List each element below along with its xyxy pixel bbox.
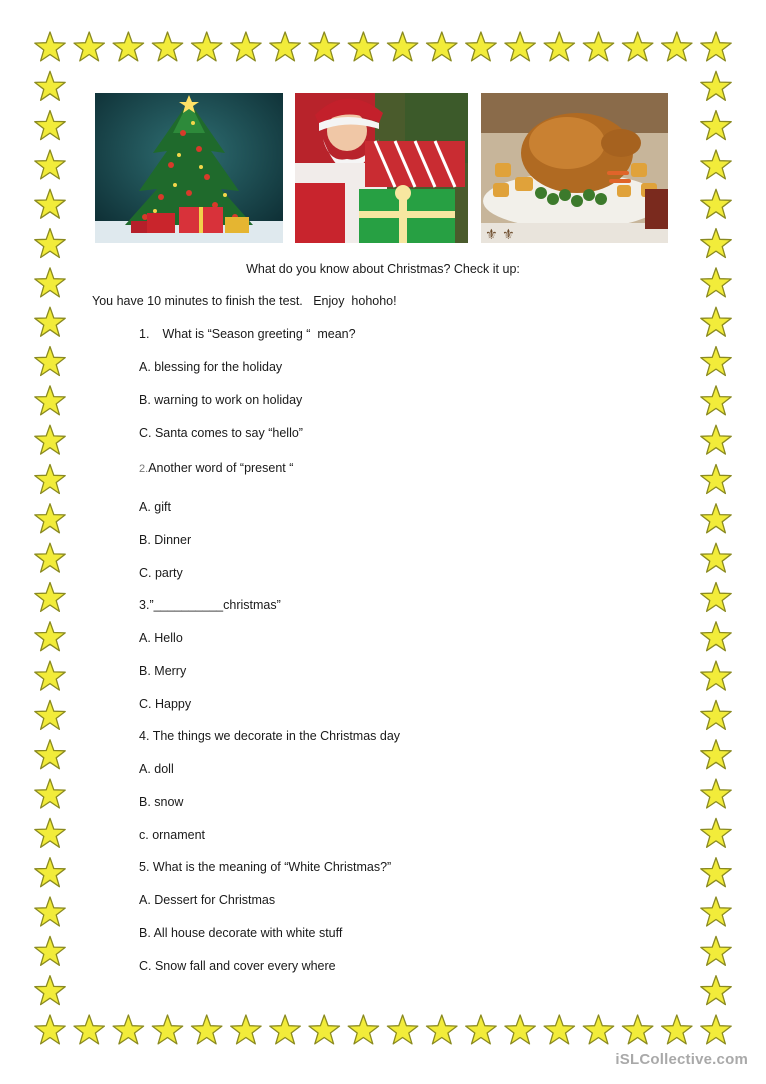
question-1-option-c[interactable]: C. Santa comes to say “hello” bbox=[139, 426, 303, 440]
star-icon bbox=[701, 111, 731, 140]
star-icon bbox=[309, 1015, 340, 1044]
question-2 bbox=[139, 460, 293, 477]
star-icon bbox=[583, 1015, 613, 1044]
star-icon bbox=[701, 347, 731, 376]
question-4-number: 4. bbox=[139, 729, 150, 743]
star-icon bbox=[466, 32, 497, 61]
roast-turkey-icon bbox=[481, 93, 668, 243]
star-icon bbox=[427, 1015, 458, 1044]
question-5-option-a[interactable]: A. Dessert for Christmas bbox=[139, 893, 276, 907]
star-icon bbox=[387, 1015, 417, 1044]
star-icon bbox=[35, 32, 65, 61]
star-icon bbox=[231, 32, 261, 61]
question-4-option-b[interactable]: B. snow bbox=[139, 795, 184, 809]
star-icon bbox=[505, 32, 535, 61]
star-icon bbox=[701, 504, 731, 533]
star-icon bbox=[35, 347, 65, 376]
star-icon bbox=[35, 740, 65, 769]
star-icon bbox=[701, 189, 731, 218]
star-icon bbox=[348, 1015, 378, 1044]
star-icon bbox=[701, 661, 731, 690]
question-5-option-b[interactable]: B. All house decorate with white stuff bbox=[139, 926, 343, 940]
santa-claus-photo bbox=[295, 93, 468, 243]
star-icon bbox=[192, 1015, 222, 1044]
star-icon bbox=[701, 307, 731, 336]
star-icon bbox=[662, 32, 692, 61]
star-icon bbox=[231, 1015, 261, 1044]
star-icon bbox=[701, 150, 731, 179]
question-1-number: 1. bbox=[139, 327, 150, 341]
star-icon bbox=[701, 1015, 731, 1044]
question-3-number: 3. bbox=[139, 598, 150, 612]
question-5 bbox=[139, 859, 391, 875]
question-2-text: Another word of “present “ bbox=[148, 461, 294, 475]
star-icon bbox=[701, 622, 731, 651]
star-icon bbox=[35, 150, 65, 179]
svg-text:⚜ ⚜: ⚜ ⚜ bbox=[485, 227, 515, 243]
star-icon bbox=[35, 111, 65, 140]
star-icon bbox=[701, 700, 731, 729]
question-1-option-b[interactable]: B. warning to work on holiday bbox=[139, 393, 303, 407]
star-icon bbox=[35, 583, 65, 612]
star-icon bbox=[309, 32, 340, 61]
star-icon bbox=[192, 32, 222, 61]
star-icon bbox=[701, 583, 731, 612]
star-icon bbox=[35, 779, 65, 808]
star-icon bbox=[701, 229, 731, 258]
christmas-tree-icon bbox=[95, 93, 283, 243]
star-icon bbox=[35, 622, 65, 651]
star-icon bbox=[35, 1015, 65, 1044]
star-icon bbox=[701, 897, 731, 926]
star-icon bbox=[622, 32, 653, 61]
star-icon bbox=[544, 1015, 574, 1044]
star-icon bbox=[701, 543, 731, 572]
star-icon bbox=[701, 425, 731, 454]
star-icon bbox=[152, 1015, 182, 1044]
star-icon bbox=[35, 504, 65, 533]
star-icon bbox=[701, 858, 731, 887]
question-1-option-a[interactable]: A. blessing for the holiday bbox=[139, 360, 283, 374]
star-icon bbox=[35, 818, 65, 847]
star-icon bbox=[270, 32, 301, 61]
star-icon bbox=[35, 976, 65, 1005]
star-icon bbox=[701, 71, 731, 100]
site-watermark: iSLCollective.com bbox=[615, 1051, 748, 1068]
star-icon bbox=[35, 229, 65, 258]
roast-turkey-photo bbox=[481, 93, 668, 243]
star-icon bbox=[35, 425, 65, 454]
star-icon bbox=[74, 1015, 104, 1044]
star-icon bbox=[35, 386, 65, 415]
star-icon bbox=[701, 936, 731, 965]
star-icon bbox=[113, 32, 144, 61]
question-3-option-a[interactable]: A. Hello bbox=[139, 631, 183, 645]
star-icon bbox=[35, 543, 65, 572]
question-5-text: What is the meaning of “White Christmas?” bbox=[152, 860, 392, 874]
question-4-text: The things we decorate in the Christmas day bbox=[152, 729, 401, 743]
worksheet-heading: What do you know about Christmas? Check it up: bbox=[246, 262, 520, 276]
question-4 bbox=[139, 728, 400, 744]
worksheet-instructions: You have 10 minutes to finish the test. Enjoy hohoho! bbox=[92, 294, 397, 308]
star-icon bbox=[505, 1015, 535, 1044]
star-icon bbox=[701, 779, 731, 808]
star-icon bbox=[701, 976, 731, 1005]
star-icon bbox=[152, 32, 182, 61]
star-icon bbox=[662, 1015, 692, 1044]
star-icon bbox=[35, 71, 65, 100]
star-icon bbox=[622, 1015, 653, 1044]
question-3-option-b[interactable]: B. Merry bbox=[139, 664, 187, 678]
question-4-option-c[interactable]: c. ornament bbox=[139, 828, 206, 842]
question-2-number: 2. bbox=[139, 463, 149, 475]
star-icon bbox=[74, 32, 104, 61]
question-3 bbox=[139, 597, 281, 613]
star-icon bbox=[35, 661, 65, 690]
star-icon bbox=[35, 700, 65, 729]
question-4-option-a[interactable]: A. doll bbox=[139, 762, 174, 776]
star-icon bbox=[387, 32, 417, 61]
santa-with-gifts-icon bbox=[295, 93, 468, 243]
star-icon bbox=[35, 465, 65, 494]
star-icon bbox=[701, 465, 731, 494]
star-icon bbox=[35, 897, 65, 926]
question-1 bbox=[139, 326, 356, 342]
star-icon bbox=[701, 386, 731, 415]
question-2-option-a[interactable]: A. gift bbox=[139, 500, 171, 514]
star-icon bbox=[701, 818, 731, 847]
star-icon bbox=[113, 1015, 144, 1044]
star-icon bbox=[466, 1015, 497, 1044]
star-icon bbox=[35, 307, 65, 336]
question-3-text: ”__________christmas” bbox=[149, 598, 281, 612]
star-icon bbox=[701, 740, 731, 769]
star-icon bbox=[583, 32, 613, 61]
star-icon bbox=[544, 32, 574, 61]
question-2-option-c[interactable]: C. party bbox=[139, 566, 183, 580]
star-icon bbox=[35, 858, 65, 887]
question-5-number: 5. bbox=[139, 860, 150, 874]
question-1-text: What is “Season greeting “ mean? bbox=[162, 327, 356, 341]
star-icon bbox=[270, 1015, 301, 1044]
christmas-tree-photo bbox=[95, 93, 283, 243]
question-3-option-c[interactable]: C. Happy bbox=[139, 697, 192, 711]
star-icon bbox=[701, 32, 731, 61]
star-icon bbox=[427, 32, 458, 61]
star-icon bbox=[35, 936, 65, 965]
star-icon bbox=[35, 189, 65, 218]
question-5-option-c[interactable]: C. Snow fall and cover every where bbox=[139, 959, 336, 973]
star-icon bbox=[348, 32, 378, 61]
question-2-option-b[interactable]: B. Dinner bbox=[139, 533, 192, 547]
